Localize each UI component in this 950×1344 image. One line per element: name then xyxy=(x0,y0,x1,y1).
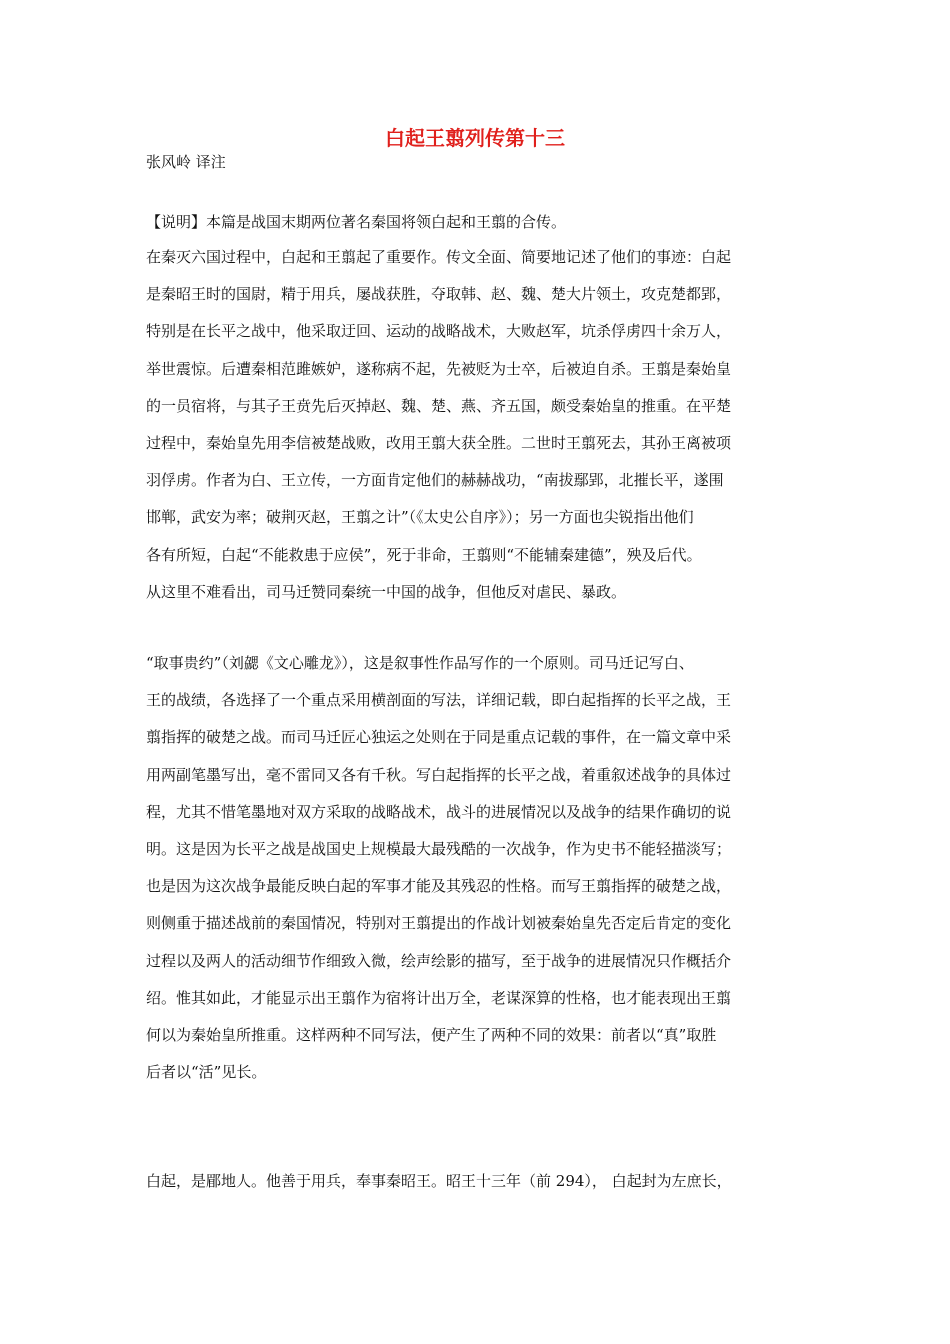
text-line: 各有所短，白起“不能救患于应侯”，死于非命，王翦则“不能辅秦建德”，殃及后代。 xyxy=(146,545,702,564)
intro-paragraph xyxy=(146,239,810,611)
text-line: 绍。惟其如此，才能显示出王翦作为宿将计出万全，老谋深算的性格，也才能表现出王翦 xyxy=(146,988,732,1007)
text-line: 明。这是因为长平之战是战国史上规模最大最残酷的一次战争，作为史书不能轻描淡写； xyxy=(146,840,732,859)
text-line: 羽俘虏。作者为白、王立传，一方面肯定他们的赫赫战功，“南拔鄢郢，北摧长平，遂围 xyxy=(146,471,724,490)
explanation-note: 【说明】本篇是战国末期两位著名秦国将领白起和王翦的合传。 xyxy=(146,213,567,231)
text-line: 特别是在长平之战中，他采取迂回、运动的战略战术，大败赵军，坑杀俘虏四十余万人， xyxy=(146,322,732,341)
text-line: 翦指挥的破楚之战。而司马迁匠心独运之处则在于同是重点记载的事件，在一篇文章中采 xyxy=(146,728,732,747)
author-line: 张风岭 译注 xyxy=(146,153,226,171)
text-line: 也是因为这次战争最能反映白起的军事才能及其残忍的性格。而写王翦指挥的破楚之战， xyxy=(146,877,732,896)
text-line: “取事贵约”（刘勰《文心雕龙》），这是叙事性作品写作的一个原则。司马迁记写白、 xyxy=(146,654,694,672)
text-line: 举世震惊。后遭秦相范雎嫉妒，遂称病不起，先被贬为士卒，后被迫自杀。王翦是秦始皇 xyxy=(146,359,732,378)
text-line: 后者以“活”见长。 xyxy=(146,1063,267,1082)
text-line: 白起，是郿地人。他善于用兵，奉事秦昭王。昭王十三年（前 294）， 白起封为左庶长， xyxy=(146,1172,732,1190)
text-line: 是秦昭王时的国尉，精于用兵，屡战获胜，夺取韩、赵、魏、楚大片领土，攻克楚都郢， xyxy=(146,285,732,304)
text-line: 则侧重于描述战前的秦国情况，特别对王翦提出的作战计划被秦始皇先否定后肯定的变化 xyxy=(146,914,732,933)
text-line: 从这里不难看出，司马迁赞同秦统一中国的战争，但他反对虐民、暴政。 xyxy=(146,582,627,601)
text-line: 何以为秦始皇所推重。这样两种不同写法，便产生了两种不同的效果：前者以“真”取胜 xyxy=(146,1026,717,1045)
document-title: 白起王翦列传第十三 xyxy=(385,126,565,150)
text-line: 程，尤其不惜笔墨地对双方采取的战略战术，战斗的进展情况以及战争的结果作确切的说 xyxy=(146,802,732,821)
analysis-paragraph xyxy=(146,645,810,1091)
translation-paragraph xyxy=(146,1163,810,1200)
text-line: 邯郸，武安为率；破荆灭赵，王翦之计”（《太史公自序》）；另一方面也尖锐指出他们 xyxy=(146,508,694,527)
text-line: 过程以及两人的活动细节作细致入微，绘声绘影的描写，至于战争的进展情况只作概括介 xyxy=(146,951,732,970)
text-line: 的一员宿将，与其子王贲先后灭掉赵、魏、楚、燕、齐五国，颇受秦始皇的推重。在平楚 xyxy=(146,396,732,415)
text-line: 王的战绩，各选择了一个重点采用横剖面的写法，详细记载，即白起指挥的长平之战，王 xyxy=(146,691,732,710)
text-line: 在秦灭六国过程中，白起和王翦起了重要作。传文全面、简要地记述了他们的事迹：白起 xyxy=(146,248,732,266)
text-line: 用两副笔墨写出，毫不雷同又各有千秋。写白起指挥的长平之战，着重叙述战争的具体过 xyxy=(146,765,732,784)
text-line: 过程中，秦始皇先用李信被楚战败，改用王翦大获全胜。二世时王翦死去，其孙王离被项 xyxy=(146,434,732,453)
